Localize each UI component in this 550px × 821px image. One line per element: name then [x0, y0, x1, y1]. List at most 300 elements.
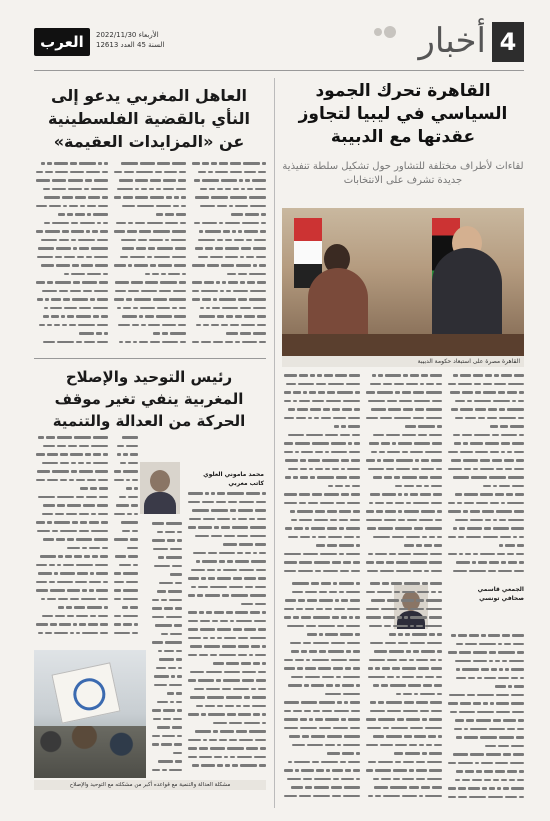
body-text-column	[190, 160, 266, 352]
text-line	[282, 580, 360, 589]
text-line	[446, 474, 524, 483]
text-line	[112, 477, 138, 486]
text-line	[282, 614, 360, 623]
text-line	[186, 601, 266, 610]
issue-line: السنة 45 العدد 12613	[96, 41, 165, 49]
text-line	[446, 500, 524, 509]
text-line	[112, 305, 186, 314]
text-line	[34, 177, 108, 186]
text-line	[446, 700, 524, 709]
text-line	[150, 554, 182, 563]
lead-author-byline	[436, 585, 524, 603]
text-line	[446, 449, 524, 458]
author-name: الجمعي قاسمي	[477, 586, 524, 593]
text-line	[190, 194, 266, 203]
text-line	[190, 330, 266, 339]
text-line	[186, 592, 266, 601]
text-line	[282, 508, 360, 517]
text-line	[186, 507, 266, 516]
text-line	[282, 657, 360, 666]
text-line	[34, 313, 108, 322]
text-line	[186, 541, 266, 550]
text-line	[186, 575, 266, 584]
text-line	[364, 580, 442, 589]
text-line	[446, 768, 524, 777]
text-line	[112, 630, 138, 639]
text-line	[190, 228, 266, 237]
protest-photo-caption: مشكلة العدالة والتنمية مع قواعده أكبر من مشكلته مع التوحيد والإصلاح	[34, 780, 266, 790]
text-line	[34, 228, 108, 237]
text-line	[186, 558, 266, 567]
text-line	[34, 262, 108, 271]
text-line	[34, 511, 108, 520]
text-line	[282, 640, 360, 649]
text-line	[190, 177, 266, 186]
text-line	[364, 640, 442, 649]
text-line	[186, 754, 266, 763]
text-line	[364, 398, 442, 407]
text-line	[282, 542, 360, 551]
text-line	[150, 699, 182, 708]
text-line	[364, 534, 442, 543]
text-line	[112, 211, 186, 220]
protest-photo	[34, 650, 146, 778]
text-line	[34, 254, 108, 263]
text-line	[364, 415, 442, 424]
text-line	[364, 508, 442, 517]
body-text-column	[282, 580, 360, 804]
text-line	[282, 691, 360, 700]
text-line	[190, 271, 266, 280]
text-line	[112, 443, 138, 452]
text-line	[186, 745, 266, 754]
text-line	[446, 525, 524, 534]
text-line	[190, 313, 266, 322]
person-body	[432, 248, 502, 338]
crowd	[34, 726, 146, 778]
text-line	[186, 703, 266, 712]
text-line	[282, 491, 360, 500]
author-role: كاتب مغربي	[228, 480, 264, 487]
text-line	[186, 499, 266, 508]
meeting-table	[282, 334, 524, 356]
text-line	[112, 262, 186, 271]
text-line	[446, 381, 524, 390]
text-line	[34, 460, 108, 469]
text-line	[446, 491, 524, 500]
text-line	[364, 708, 442, 717]
text-line	[112, 545, 138, 554]
text-line	[186, 643, 266, 652]
text-line	[34, 203, 108, 212]
text-line	[34, 553, 108, 562]
lead-headline[interactable]: القاهرة تحرك الجمود السياسي في ليبيا لتجاوز عقدتها مع الدبيبة	[298, 81, 508, 147]
text-line	[150, 750, 182, 759]
text-line	[186, 584, 266, 593]
text-line	[446, 734, 524, 743]
text-line	[446, 726, 524, 735]
text-line	[150, 639, 182, 648]
text-line	[112, 220, 186, 229]
author-byline	[186, 470, 264, 488]
text-line	[112, 271, 186, 280]
author-name: محمد ماموني العلوي	[203, 471, 264, 478]
text-line	[34, 570, 108, 579]
quote-mark-icon	[384, 26, 396, 38]
text-line	[364, 733, 442, 742]
text-line	[34, 288, 108, 297]
text-line	[34, 211, 108, 220]
text-line	[446, 683, 524, 692]
text-line	[282, 623, 360, 632]
text-line	[186, 550, 266, 559]
text-line	[34, 621, 108, 630]
text-line	[282, 767, 360, 776]
text-line	[282, 372, 360, 381]
text-line	[190, 220, 266, 229]
text-line	[34, 596, 108, 605]
text-line	[186, 728, 266, 737]
text-line	[446, 534, 524, 543]
text-line	[364, 389, 442, 398]
text-line	[446, 785, 524, 794]
text-line	[150, 724, 182, 733]
text-line	[364, 648, 442, 657]
text-line	[186, 490, 266, 499]
text-line	[186, 694, 266, 703]
text-line	[112, 621, 138, 630]
text-line	[282, 648, 360, 657]
text-line	[34, 194, 108, 203]
text-line	[186, 652, 266, 661]
text-line	[150, 571, 182, 580]
text-line	[34, 528, 108, 537]
text-line	[446, 415, 524, 424]
text-line	[282, 725, 360, 734]
text-line	[34, 477, 108, 486]
text-line	[446, 675, 524, 684]
body-text-column	[446, 632, 524, 804]
text-line	[112, 228, 186, 237]
text-line	[364, 449, 442, 458]
text-line	[34, 579, 108, 588]
text-line	[446, 542, 524, 551]
text-line	[364, 432, 442, 441]
text-line	[34, 630, 108, 639]
text-line	[150, 690, 182, 699]
text-line	[186, 720, 266, 729]
person-body	[308, 268, 368, 338]
text-line	[186, 609, 266, 618]
text-line	[282, 759, 360, 768]
text-line	[364, 614, 442, 623]
text-line	[190, 245, 266, 254]
text-line	[150, 580, 182, 589]
text-line	[150, 682, 182, 691]
text-line	[190, 322, 266, 331]
text-line	[112, 186, 186, 195]
text-line	[446, 517, 524, 526]
text-line	[186, 762, 266, 771]
text-line	[112, 237, 186, 246]
text-line	[34, 271, 108, 280]
text-line	[282, 415, 360, 424]
text-line	[112, 460, 138, 469]
text-line	[112, 468, 138, 477]
text-line	[112, 194, 186, 203]
body-text-column	[34, 160, 108, 352]
text-line	[364, 665, 442, 674]
text-line	[150, 648, 182, 657]
story-divider	[34, 358, 266, 359]
text-line	[364, 568, 442, 577]
text-line	[190, 186, 266, 195]
text-line	[282, 674, 360, 683]
text-line	[150, 631, 182, 640]
text-line	[34, 160, 108, 169]
text-line	[186, 669, 266, 678]
text-line	[190, 169, 266, 178]
text-line	[190, 279, 266, 288]
text-line	[150, 597, 182, 606]
text-line	[150, 605, 182, 614]
page-number: 4	[492, 22, 524, 62]
text-line	[190, 237, 266, 246]
text-line	[112, 604, 138, 613]
text-line	[364, 559, 442, 568]
lead-photo-caption: القاهرة مصرة على استبعاد حكومة الدبيبة	[282, 356, 524, 367]
text-line	[282, 606, 360, 615]
text-line	[364, 759, 442, 768]
text-line	[112, 519, 138, 528]
column-divider	[274, 78, 275, 808]
text-line	[34, 502, 108, 511]
text-line	[282, 742, 360, 751]
text-line	[34, 468, 108, 477]
text-line	[282, 389, 360, 398]
text-line	[112, 434, 138, 443]
text-line	[364, 793, 442, 802]
body-text-column	[112, 434, 138, 644]
text-line	[34, 330, 108, 339]
text-line	[364, 457, 442, 466]
text-line	[364, 491, 442, 500]
protest-sign	[51, 662, 120, 723]
text-line	[282, 568, 360, 577]
tawhid-islah-headline[interactable]: رئيس التوحيد والإصلاح المغربية ينفي تغير موقف الحركة من العدالة والتنمية	[52, 368, 246, 430]
text-line	[34, 562, 108, 571]
text-line	[446, 632, 524, 641]
text-line	[190, 203, 266, 212]
text-line	[282, 708, 360, 717]
text-line	[150, 656, 182, 665]
text-line	[446, 551, 524, 560]
text-line	[364, 674, 442, 683]
text-line	[282, 631, 360, 640]
body-text-column	[364, 580, 442, 804]
body-text-column	[150, 520, 182, 776]
text-line	[112, 203, 186, 212]
text-line	[446, 508, 524, 517]
text-line	[364, 742, 442, 751]
text-line	[112, 536, 138, 545]
text-line	[190, 160, 266, 169]
text-line	[34, 305, 108, 314]
text-line	[112, 339, 186, 348]
text-line	[34, 587, 108, 596]
text-line	[282, 525, 360, 534]
text-line	[112, 296, 186, 305]
text-line	[112, 279, 186, 288]
text-line	[112, 169, 186, 178]
body-text-column	[364, 372, 442, 578]
text-line	[34, 519, 108, 528]
text-line	[446, 432, 524, 441]
text-line	[446, 743, 524, 752]
text-line	[150, 673, 182, 682]
text-line	[282, 559, 360, 568]
body-text-column	[282, 372, 360, 578]
text-line	[34, 322, 108, 331]
text-line	[34, 545, 108, 554]
text-line	[150, 622, 182, 631]
text-line	[112, 570, 138, 579]
text-line	[34, 494, 108, 503]
text-line	[282, 597, 360, 606]
text-line	[186, 626, 266, 635]
text-line	[282, 474, 360, 483]
text-line	[112, 245, 186, 254]
text-line	[282, 776, 360, 785]
text-line	[112, 562, 138, 571]
text-line	[34, 186, 108, 195]
text-line	[150, 546, 182, 555]
text-line	[112, 451, 138, 460]
text-line	[282, 716, 360, 725]
text-line	[112, 511, 138, 520]
text-line	[446, 751, 524, 760]
text-line	[190, 211, 266, 220]
text-line	[364, 372, 442, 381]
text-line	[446, 466, 524, 475]
text-line	[112, 502, 138, 511]
section-title: أخبار	[418, 21, 486, 61]
text-line	[364, 551, 442, 560]
text-line	[282, 483, 360, 492]
text-line	[150, 665, 182, 674]
text-line	[364, 406, 442, 415]
text-line	[446, 692, 524, 701]
text-line	[282, 793, 360, 802]
text-line	[364, 750, 442, 759]
text-line	[34, 169, 108, 178]
text-line	[364, 483, 442, 492]
text-line	[112, 528, 138, 537]
text-line	[446, 666, 524, 675]
text-line	[364, 716, 442, 725]
masthead	[34, 18, 524, 68]
text-line	[282, 551, 360, 560]
text-line	[112, 613, 138, 622]
text-line	[282, 517, 360, 526]
text-line	[446, 559, 524, 568]
text-line	[446, 372, 524, 381]
text-line	[186, 660, 266, 669]
text-line	[282, 381, 360, 390]
date-line: الأربعاء 2022/11/30	[96, 31, 159, 39]
text-line	[282, 398, 360, 407]
morocco-king-headline[interactable]: العاهل المغربي يدعو إلى النأي بالقضية الفلسطينية عن «المزايدات العقيمة»	[47, 86, 251, 151]
text-line	[446, 483, 524, 492]
text-line	[364, 440, 442, 449]
text-line	[186, 524, 266, 533]
text-line	[34, 245, 108, 254]
text-line	[112, 579, 138, 588]
newspaper-logo[interactable]: العرب	[34, 28, 90, 56]
text-line	[186, 516, 266, 525]
text-line	[34, 485, 108, 494]
text-line	[34, 220, 108, 229]
text-line	[364, 623, 442, 632]
text-line	[150, 716, 182, 725]
author-role: صحافي تونسي	[479, 595, 524, 602]
text-line	[364, 589, 442, 598]
text-line	[282, 733, 360, 742]
text-line	[446, 760, 524, 769]
text-line	[150, 741, 182, 750]
text-line	[446, 794, 524, 803]
text-line	[364, 725, 442, 734]
text-line	[112, 596, 138, 605]
text-line	[190, 339, 266, 348]
text-line	[364, 682, 442, 691]
text-line	[190, 305, 266, 314]
text-line	[150, 588, 182, 597]
text-line	[364, 597, 442, 606]
text-line	[364, 657, 442, 666]
text-line	[364, 776, 442, 785]
text-line	[364, 525, 442, 534]
text-line	[446, 717, 524, 726]
text-line	[34, 237, 108, 246]
text-line	[112, 485, 138, 494]
text-line	[150, 758, 182, 767]
text-line	[364, 767, 442, 776]
issue-meta	[96, 30, 164, 50]
text-line	[150, 537, 182, 546]
text-line	[34, 339, 108, 348]
text-line	[186, 533, 266, 542]
text-line	[112, 330, 186, 339]
text-line	[364, 691, 442, 700]
text-line	[112, 288, 186, 297]
text-line	[446, 641, 524, 650]
text-line	[186, 567, 266, 576]
text-line	[282, 589, 360, 598]
text-line	[282, 784, 360, 793]
text-line	[446, 398, 524, 407]
text-line	[112, 254, 186, 263]
text-line	[190, 288, 266, 297]
text-line	[282, 682, 360, 691]
text-line	[34, 536, 108, 545]
author-photo	[140, 462, 180, 514]
text-line	[446, 457, 524, 466]
text-line	[112, 553, 138, 562]
text-line	[282, 699, 360, 708]
text-line	[190, 296, 266, 305]
text-line	[186, 618, 266, 627]
